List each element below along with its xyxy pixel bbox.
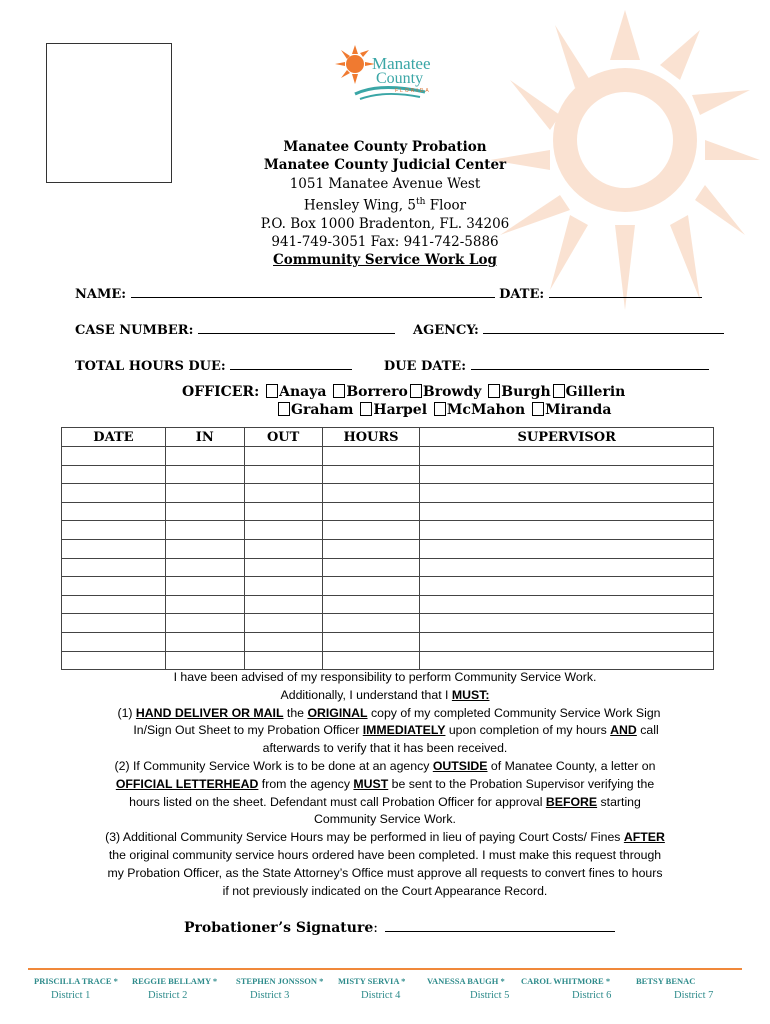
footer-divider bbox=[28, 968, 742, 970]
address-line: 1051 Manatee Avenue West bbox=[289, 175, 481, 192]
signature-field[interactable]: Probationer’s Signature: bbox=[184, 919, 615, 936]
table-cell[interactable] bbox=[322, 502, 420, 521]
table-cell[interactable] bbox=[244, 465, 322, 484]
officer-checkbox[interactable] bbox=[266, 384, 278, 398]
table-cell[interactable] bbox=[62, 502, 166, 521]
table-cell[interactable] bbox=[322, 484, 420, 503]
table-cell[interactable] bbox=[62, 577, 166, 596]
address-line: P.O. Box 1000 Bradenton, FL. 34206 bbox=[260, 215, 510, 232]
officer-checkbox[interactable] bbox=[488, 384, 500, 398]
table-row bbox=[62, 577, 714, 596]
table-cell[interactable] bbox=[420, 465, 714, 484]
table-cell[interactable] bbox=[165, 632, 244, 651]
table-row bbox=[62, 484, 714, 503]
table-cell[interactable] bbox=[165, 447, 244, 466]
table-cell[interactable] bbox=[62, 632, 166, 651]
table-cell[interactable] bbox=[62, 614, 166, 633]
table-cell[interactable] bbox=[322, 651, 420, 670]
table-row bbox=[62, 465, 714, 484]
table-cell[interactable] bbox=[244, 558, 322, 577]
table-row bbox=[62, 614, 714, 633]
total-hours-field[interactable]: TOTAL HOURS DUE: DUE DATE: bbox=[75, 357, 709, 374]
table-cell[interactable] bbox=[244, 595, 322, 614]
district-label: District 6 bbox=[572, 990, 612, 1001]
officer-row-2: Graham Harpel McMahon Miranda bbox=[276, 402, 611, 418]
table-row bbox=[62, 447, 714, 466]
table-cell[interactable] bbox=[165, 558, 244, 577]
district-label: District 1 bbox=[51, 990, 91, 1001]
table-cell[interactable] bbox=[322, 447, 420, 466]
column-header: IN bbox=[165, 428, 244, 447]
table-cell[interactable] bbox=[322, 632, 420, 651]
officer-label: OFFICER: bbox=[182, 384, 260, 400]
table-cell[interactable] bbox=[244, 651, 322, 670]
table-cell[interactable] bbox=[244, 632, 322, 651]
column-header: DATE bbox=[62, 428, 166, 447]
table-row bbox=[62, 595, 714, 614]
table-cell[interactable] bbox=[165, 521, 244, 540]
table-header-row bbox=[62, 428, 714, 447]
table-cell[interactable] bbox=[322, 539, 420, 558]
district-label: District 5 bbox=[470, 990, 510, 1001]
table-row bbox=[62, 539, 714, 558]
table-cell[interactable] bbox=[322, 577, 420, 596]
table-cell[interactable] bbox=[420, 521, 714, 540]
table-cell[interactable] bbox=[165, 614, 244, 633]
table-cell[interactable] bbox=[420, 447, 714, 466]
table-cell[interactable] bbox=[165, 595, 244, 614]
officer-checkbox[interactable] bbox=[553, 384, 565, 398]
commissioner-name: PRISCILLA TRACE * bbox=[34, 976, 118, 986]
table-row bbox=[62, 502, 714, 521]
table-cell[interactable] bbox=[62, 521, 166, 540]
officer-checkbox[interactable] bbox=[278, 402, 290, 416]
table-row bbox=[62, 521, 714, 540]
table-cell[interactable] bbox=[62, 539, 166, 558]
table-cell[interactable] bbox=[165, 465, 244, 484]
commissioner-name: REGGIE BELLAMY * bbox=[132, 976, 218, 986]
logo-text: Manatee bbox=[372, 54, 431, 73]
table-row bbox=[62, 632, 714, 651]
table-cell[interactable] bbox=[62, 465, 166, 484]
table-cell[interactable] bbox=[322, 465, 420, 484]
table-cell[interactable] bbox=[244, 484, 322, 503]
table-cell[interactable] bbox=[420, 651, 714, 670]
phone-line: 941-749-3051 Fax: 941-742-5886 bbox=[271, 233, 499, 250]
center-title: Manatee County Judicial Center bbox=[263, 157, 507, 174]
column-header: HOURS bbox=[322, 428, 420, 447]
letterhead bbox=[0, 138, 770, 270]
column-header: OUT bbox=[244, 428, 322, 447]
table-cell[interactable] bbox=[420, 595, 714, 614]
table-cell[interactable] bbox=[420, 558, 714, 577]
instructions: I have been advised of my responsibility to perform Community Service Work. Additionally, I understand that I MUST: (1) HAND DELIVER OR MAIL the ORIGINAL copy of my completed Community Service Work Sign In/Sign Out Sheet to my Probation Officer IMMEDIATELY upon completion of my hours AND call afterwards to verify that it has been received. (2) If Community Service Work is to be done at an agency OUTSIDE of Manatee County, a letter on OFFICIAL LETTERHEAD from the agency MUST be sent to the Probation Supervisor verifying the hours listed on the sheet. Defendant must call Probation Officer for approval BEFORE starting Community Service Work. (3) Additional Community Service Hours may be performed in lieu of paying Court Costs/ Fines AFTER the original community service hours ordered have been completed. I must make this request through my Probation Officer, as the State Attorney’s Office must approve all requests to convert fines to hours if not previously indicated on the Court Appearance Record. bbox=[105, 670, 665, 898]
logo-text: County bbox=[376, 70, 424, 87]
district-label: District 7 bbox=[674, 990, 714, 1001]
table-cell[interactable] bbox=[244, 447, 322, 466]
name-field[interactable]: NAME: DATE: bbox=[75, 285, 702, 302]
table-cell[interactable] bbox=[244, 502, 322, 521]
commissioner-name: CAROL WHITMORE * bbox=[521, 976, 611, 986]
table-cell[interactable] bbox=[62, 447, 166, 466]
table-cell[interactable] bbox=[165, 484, 244, 503]
commissioner-name: BETSY BENAC bbox=[636, 976, 696, 986]
table-cell[interactable] bbox=[244, 539, 322, 558]
table-cell[interactable] bbox=[165, 577, 244, 596]
page-title: Community Service Work Log bbox=[273, 252, 497, 269]
officer-checkbox[interactable] bbox=[532, 402, 544, 416]
officer-checkbox[interactable] bbox=[410, 384, 422, 398]
table-cell[interactable] bbox=[165, 502, 244, 521]
table-cell[interactable] bbox=[62, 484, 166, 503]
column-header: SUPERVISOR bbox=[420, 428, 714, 447]
table-cell[interactable] bbox=[244, 521, 322, 540]
table-cell[interactable] bbox=[420, 502, 714, 521]
table-cell[interactable] bbox=[420, 614, 714, 633]
agency-title: Manatee County Probation bbox=[283, 139, 487, 155]
table-cell[interactable] bbox=[420, 484, 714, 503]
address-line: Hensley Wing, 5th Floor bbox=[303, 196, 467, 214]
table-cell[interactable] bbox=[322, 614, 420, 633]
district-label: District 4 bbox=[361, 990, 401, 1001]
officer-checkbox[interactable] bbox=[434, 402, 446, 416]
work-log-table bbox=[61, 427, 714, 670]
table-row bbox=[62, 558, 714, 577]
table-cell[interactable] bbox=[322, 558, 420, 577]
table-cell[interactable] bbox=[244, 577, 322, 596]
logo-text: FLORIDA bbox=[395, 88, 431, 94]
case-number-field[interactable]: CASE NUMBER: AGENCY: bbox=[75, 321, 724, 338]
officer-checkbox[interactable] bbox=[360, 402, 372, 416]
table-row bbox=[62, 651, 714, 670]
officer-row-1: OFFICER: Anaya Borrero Browdy Burgh Gillerin bbox=[182, 384, 626, 400]
table-cell[interactable] bbox=[244, 614, 322, 633]
table-cell[interactable] bbox=[62, 651, 166, 670]
table-cell[interactable] bbox=[322, 521, 420, 540]
table-cell[interactable] bbox=[420, 632, 714, 651]
table-cell[interactable] bbox=[62, 558, 166, 577]
table-cell[interactable] bbox=[420, 577, 714, 596]
officer-checkbox[interactable] bbox=[333, 384, 345, 398]
district-label: District 3 bbox=[250, 990, 290, 1001]
district-label: District 2 bbox=[148, 990, 188, 1001]
table-cell[interactable] bbox=[420, 539, 714, 558]
commissioner-name: STEPHEN JONSSON * bbox=[236, 976, 324, 986]
table-cell[interactable] bbox=[322, 595, 420, 614]
commissioner-name: VANESSA BAUGH * bbox=[427, 976, 505, 986]
commissioner-name: MISTY SERVIA * bbox=[338, 976, 406, 986]
table-cell[interactable] bbox=[165, 651, 244, 670]
table-cell[interactable] bbox=[62, 595, 166, 614]
table-cell[interactable] bbox=[165, 539, 244, 558]
